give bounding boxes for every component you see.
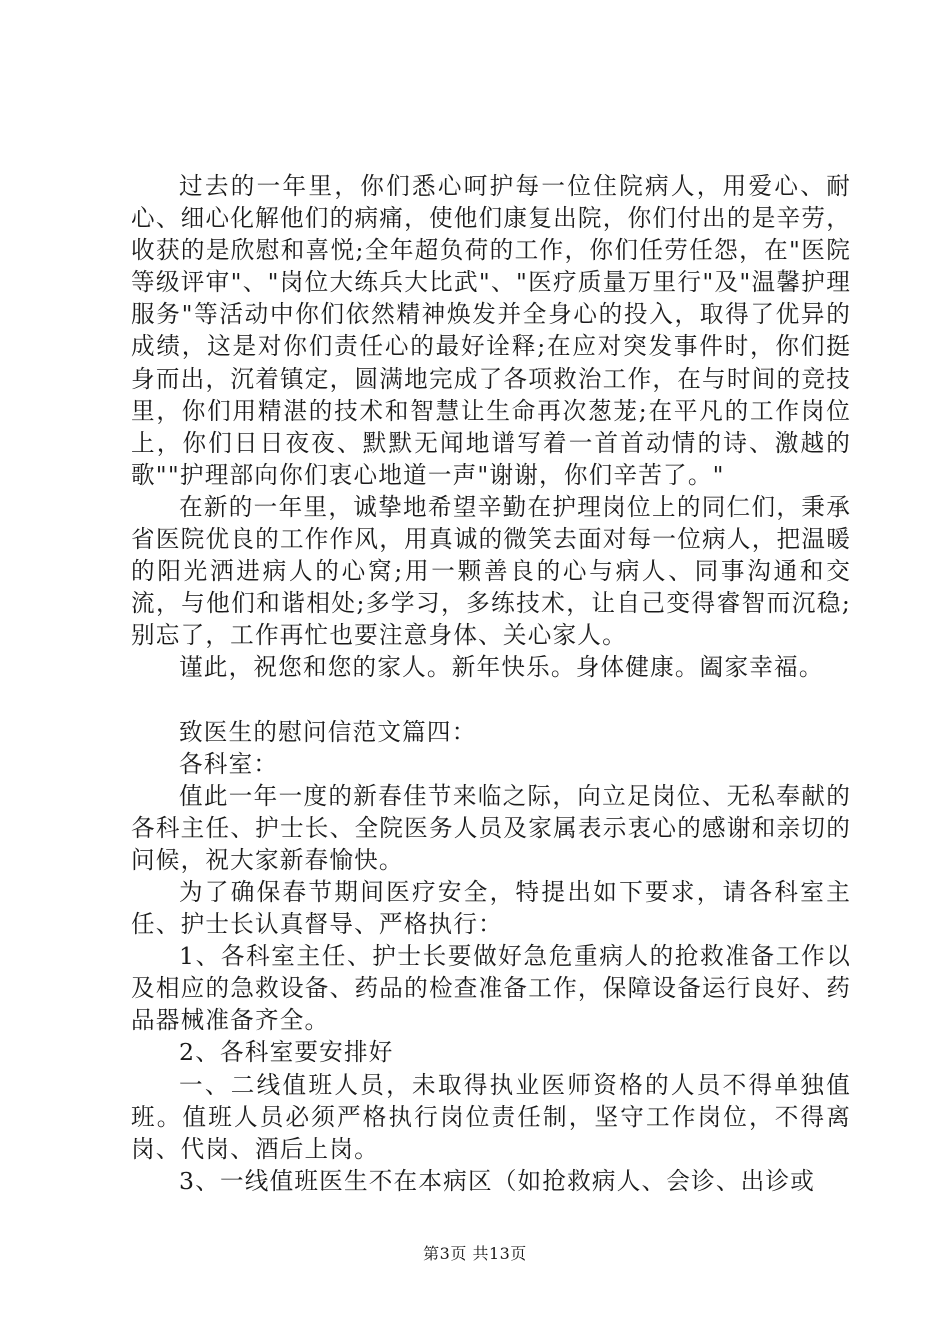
paragraph-requirements-intro: 为了确保春节期间医疗安全，特提出如下要求，请各科室主任、护士长认真督导、严格执行： [131,877,851,939]
paragraph-new-year-hopes: 在新的一年里，诚挚地希望辛勤在护理岗位上的同仁们，秉承省医院优良的工作作风，用真诚的微笑去面对每一位病人，把温暖的阳光洒进病人的心窝;用一颗善良的心与病人、同事沟通和交流，与他们和谐相处;多学习，多练技术，让自己变得睿智而沉稳;别忘了，工作再忙也要注意身体、关心家人。 [131,492,851,650]
requirement-item-3: 3、一线值班医生不在本病区（如抢救病人、会诊、出诊或 [179,1166,816,1195]
requirement-item-2: 2、各科室要安排好 [179,1038,394,1067]
paragraph-nursing-review: 过去的一年里，你们悉心呵护每一位住院病人，用爱心、耐心、细心化解他们的病痛，使他们康复出院，你们付出的是辛劳，收获的是欣慰和喜悦;全年超负荷的工作，你们任劳任怨，在"医院等级评审"、"岗位大练兵大比武"、"医疗质量万里行"及"温馨护理服务"等活动中你们依然精神焕发并全身心的投入，取得了优异的成绩，这是对你们责任心的最好诠释;在应对突发事件时，你们挺身而出，沉着镇定，圆满地完成了各项救治工作，在与时间的竞技里，你们用精湛的技术和智慧让生命再次葱茏;在平凡的工作岗位上，你们日日夜夜、默默无闻地谱写着一首首动情的诗、激越的歌""护理部向你们衷心地道一声"谢谢，你们辛苦了。" [131,172,851,489]
paragraph-greeting: 值此一年一度的新春佳节来临之际，向立足岗位、无私奉献的各科主任、护士长、全院医务人员及家属表示衷心的感谢和亲切的问候，祝大家新春愉快。 [131,781,851,874]
requirement-item-1: 1、各科室主任、护士长要做好急危重病人的抢救准备工作以及相应的急救设备、药品的检查准备工作，保障设备运行良好、药品器械准备齐全。 [131,942,851,1035]
section-heading: 致医生的慰问信范文篇四： [179,717,477,746]
page-number-footer: 第3页 共13页 [423,1244,527,1263]
document-body [131,170,851,1197]
requirement-item-2-continued: 一、二线值班人员，未取得执业医师资格的人员不得单独值班。值班人员必须严格执行岗位责任制，坚守工作岗位，不得离岗、代岗、酒后上岗。 [131,1070,851,1163]
paragraph-closing-wishes: 谨此，祝您和您的家人。新年快乐。身体健康。阖家幸福。 [179,653,824,682]
salutation: 各科室： [179,749,279,778]
